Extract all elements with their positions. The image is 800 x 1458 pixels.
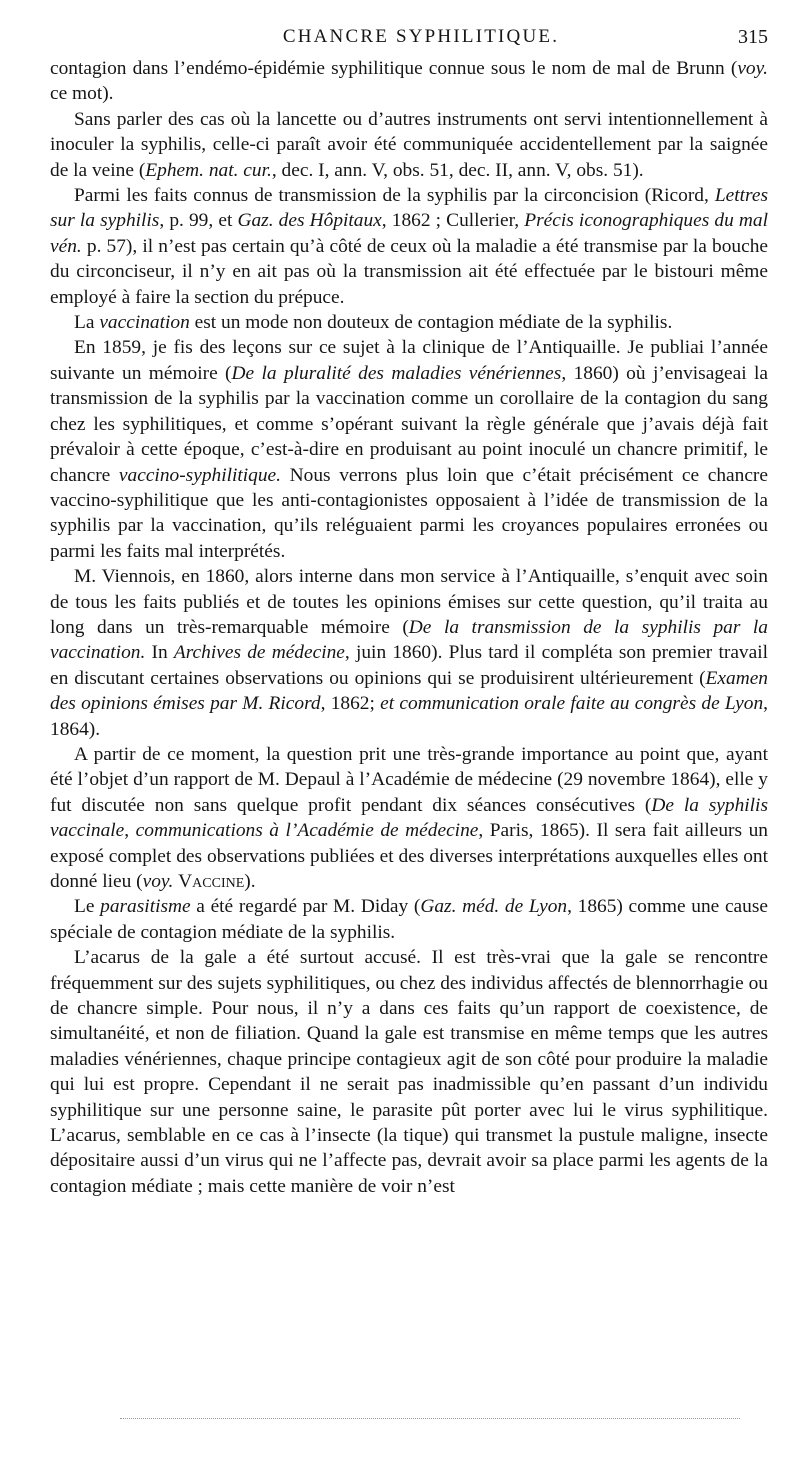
text-run: est un mode non douteux de contagion médiate de la syphilis. — [189, 312, 673, 334]
text-run: , juin 1860). Plus tard il compléta son premier travail en discutant certaines observations ou opinions qui se produisirent ultérieurement ( — [50, 642, 768, 689]
text-run: ce mot). — [50, 83, 114, 105]
italic-text: et communication orale faite au congrès de Lyon — [380, 693, 764, 715]
paragraph — [50, 564, 768, 742]
italic-text: Gaz. des Hôpitaux — [237, 210, 382, 232]
paragraph — [50, 310, 768, 335]
text-run: Sans parler des cas où la lancette ou d’autres instruments ont servi intentionnellement à inoculer la syphilis, celle-ci paraît avoir été communiquée accidentellement par la saignée de la veine ( — [50, 108, 768, 181]
paragraph — [50, 742, 768, 894]
page-number: 315 — [738, 26, 768, 48]
text-run: p. 57), il n’est pas certain qu’à côté de ceux où la maladie a été transmise par la bouche du circonciseur, il n’y en ait pas où la transmission ait été effectuée par le bistouri même employé à faire la section du prépuce. — [50, 235, 768, 308]
text-run: , 1862; — [320, 693, 381, 715]
small-caps-text: Vaccine — [178, 871, 245, 892]
footer-rule — [120, 1418, 740, 1419]
text-run: M. Viennois, en 1860, alors interne dans mon service à l’Antiquaille, s’enquit avec soin de tous les faits publiés et de toutes les opinions émises sur cette question, qu’il traita au long dans un très-remarquable mémoire ( — [50, 566, 768, 638]
italic-text: voy. — [142, 871, 174, 892]
italic-text: Gaz. méd. de Lyon — [420, 896, 568, 918]
text-run: a été regardé par M. Diday ( — [190, 896, 421, 918]
paragraph — [50, 335, 768, 564]
text-run: , p. 99, et — [159, 210, 238, 232]
text-run: Le — [74, 896, 101, 918]
text-run: , — [124, 820, 136, 842]
running-title: CHANCRE SYPHILITIQUE. — [282, 26, 560, 47]
italic-text: vaccino-syphilitique. — [118, 464, 281, 486]
paragraph — [50, 183, 768, 310]
text-run: , 1862 ; Cullerier, — [381, 210, 525, 232]
italic-text: De la syphilis vaccinale — [50, 794, 768, 842]
book-page — [50, 26, 768, 1199]
paragraph — [50, 56, 768, 107]
italic-text: vaccination — [99, 312, 190, 334]
italic-text: Examen des opinions émises par M. Ricord — [50, 667, 768, 715]
italic-text: De la pluralité des maladies vénériennes — [231, 362, 562, 384]
italic-text: Précis iconographiques du mal vén. — [50, 210, 768, 257]
text-run: A partir de ce moment, la question prit une très-grande importance au point que, ayant été l’objet d’un rapport de M. Depaul à l’Académie de médecine (29 novembre 1864), elle y fut discutée non sans quelque profit pendant dix séances consécutives ( — [50, 743, 768, 816]
italic-text: voy. — [737, 58, 768, 79]
text-run: ). — [244, 871, 256, 892]
italic-text: De la transmission de la syphilis par la vaccination. — [50, 616, 768, 664]
paragraph — [50, 894, 768, 945]
paragraph — [50, 945, 768, 1199]
body-text — [50, 56, 768, 1199]
running-header — [50, 26, 768, 56]
italic-text: parasitisme — [100, 896, 191, 918]
italic-text: Lettres sur la syphilis — [50, 185, 768, 232]
text-run: In — [145, 642, 174, 664]
text-run: , 1865) comme une cause spéciale de contagion médiate de la syphilis. — [50, 896, 769, 943]
text-run: , 1864). — [50, 693, 768, 740]
text-run: En 1859, je fis des leçons sur ce sujet à la clinique de l’Antiquaille. Je publiai l’année suivante un mémoire ( — [50, 337, 768, 384]
text-run: , dec. I, ann. V, obs. 51, dec. II, ann. V, obs. 51). — [271, 159, 644, 181]
text-run: , 1860) où j’envisageai la transmission de la syphilis par la vaccination comme un corollaire de la contagion du sang chez les syphilitiques, et comme s’opérant suivant la règle générale que j’avais déjà fait prévaloir à cette époque, c’est-à-dire en produisant au point inoculé un chancre primitif, le chancre — [50, 362, 768, 486]
text-run: La — [74, 312, 100, 334]
paragraph — [50, 107, 768, 183]
text-run: L’acarus de la gale a été surtout accusé. Il est très-vrai que la gale se rencontre fréquemment sur des sujets syphilitiques, ou chez des individus affectés de blennorrhagie ou de chancre simple. Pour nous, il n’y a dans ces faits qu’un rapport de coexistence, de simultanéité, et non de filiation. Quand la gale est transmise en même temps que les autres maladies vénériennes, chaque principe contagieux agit de son côté pour produire la maladie qui lui est propre. Cependant il ne serait pas inadmissible qu’en passant d’un individu syphilitique sur une personne saine, le parasite pût porter avec lui le virus syphilitique. L’acarus, semblable en ce cas à l’insecte (la tique) qui transmet la pustule maligne, insecte dépositaire aussi d’un virus qui ne l’affecte pas, devrait avoir sa place parmi les agents de la contagion médiate ; mais cette manière de voir n’est — [50, 947, 768, 1197]
italic-text: Ephem. nat. cur. — [145, 159, 272, 181]
italic-text: communications à l’Académie de médecine — [135, 820, 479, 842]
text-run: Parmi les faits connus de transmission de la syphilis par la circoncision (Ricord, — [74, 185, 715, 207]
text-run: , Paris, 1865). Il sera fait ailleurs un exposé complet des observations publiées et des diverses interprétations auxquelles elles ont donné lieu ( — [50, 820, 768, 892]
italic-text: Archives de médecine — [173, 642, 345, 664]
text-run: Nous verrons plus loin que c’était précisément ce chancre vaccino-syphilitique que les anti-contagionistes opposaient à l’idée de transmission de la syphilis par la vaccination, qu’ils reléguaient parmi les croyances populaires erronées ou parmi les faits mal interprétés. — [50, 464, 768, 562]
text-run: contagion dans l’endémo-épidémie syphilitique connue sous le nom de mal de Brunn ( — [50, 58, 738, 79]
